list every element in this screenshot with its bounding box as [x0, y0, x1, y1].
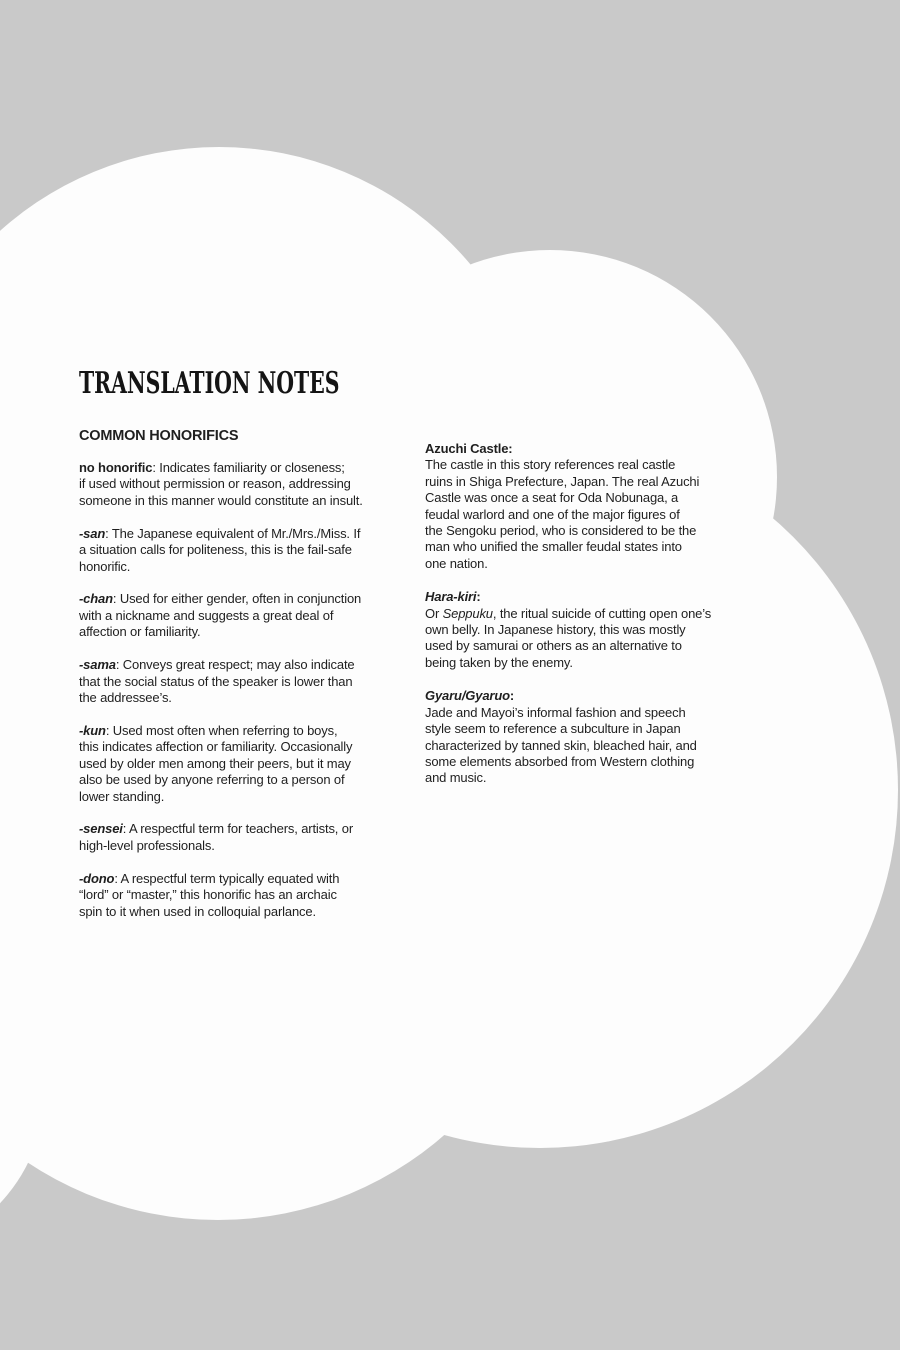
text-line: feudal warlord and one of the major figures of: [425, 506, 680, 522]
page-title: TRANSLATION NOTES: [79, 366, 340, 401]
text-line: no honorific: Indicates familiarity or closeness;: [79, 460, 345, 475]
text-line: The castle in this story references real castle: [425, 457, 676, 473]
text-line: the addressee’s.: [79, 689, 172, 705]
note-section: [425, 688, 755, 786]
text-line: high-level professionals.: [79, 837, 215, 853]
common-honorifics-heading: COMMON HONORIFICS: [79, 428, 239, 444]
text-line: man who unified the smaller feudal states into: [425, 539, 682, 555]
text-line: lower standing.: [79, 788, 165, 804]
honorific-paragraph: [79, 723, 409, 805]
note-section: [425, 441, 755, 572]
honorific-paragraph: [79, 657, 409, 706]
text-line: and music.: [425, 770, 487, 786]
honorific-paragraph: [79, 591, 409, 640]
text-line: Castle was once a seat for Oda Nobunaga, a: [425, 490, 679, 506]
text-line: -sensei: A respectful term for teachers, artists, or: [79, 821, 353, 837]
text-line: being taken by the enemy.: [425, 654, 573, 670]
honorifics-column: [79, 460, 409, 936]
text-line: “lord” or “master,” this honorific has an archaic: [79, 887, 337, 903]
text-line: some elements absorbed from Western clothing: [425, 753, 695, 769]
honorific-paragraph: [79, 460, 409, 509]
text-line: used by older men among their peers, but it may: [79, 755, 351, 771]
text-line: honorific.: [79, 558, 131, 574]
text-line: -sama: Conveys great respect; may also indicate: [79, 657, 355, 673]
text-line: own belly. In Japanese history, this was mostly: [425, 622, 686, 638]
note-section: [425, 589, 755, 671]
text-line: -kun: Used most often when referring to boys,: [79, 722, 338, 738]
honorific-paragraph: [79, 871, 409, 920]
text-line: -dono: A respectful term typically equated with: [79, 870, 340, 886]
text-line: affection or familiarity.: [79, 624, 201, 640]
text-line: with a nickname and suggests a great deal of: [79, 607, 334, 623]
text-line: someone in this manner would constitute an insult.: [79, 492, 363, 508]
text-line: spin to it when used in colloquial parlance.: [79, 903, 316, 919]
text-line: ruins in Shiga Prefecture, Japan. The real Azuchi: [425, 473, 700, 489]
text-line: the Sengoku period, who is considered to be the: [425, 523, 697, 539]
text-line: if used without permission or reason, addressing: [79, 476, 351, 492]
text-line: that the social status of the speaker is lower than: [79, 673, 353, 689]
note-section-heading: Hara-kiri:: [425, 589, 481, 605]
note-section-heading: Azuchi Castle:: [425, 441, 513, 456]
text-line: Jade and Mayoi’s informal fashion and speech: [425, 704, 686, 720]
notes-column: [425, 441, 755, 804]
text-line: this indicates affection or familiarity. Occasionally: [79, 739, 353, 755]
text-line: also be used by anyone referring to a person of: [79, 772, 345, 788]
honorific-paragraph: [79, 821, 409, 854]
text-line: -chan: Used for either gender, often in conjunction: [79, 591, 362, 607]
text-line: used by samurai or others as an alternative to: [425, 638, 682, 654]
note-section-heading: Gyaru/Gyaruo:: [425, 688, 515, 704]
text-line: style seem to reference a subculture in Japan: [425, 721, 681, 737]
text-line: one nation.: [425, 555, 488, 571]
honorific-paragraph: [79, 526, 409, 575]
text-line: -san: The Japanese equivalent of Mr./Mrs./Miss. If: [79, 525, 361, 541]
text-line: characterized by tanned skin, bleached hair, and: [425, 737, 697, 753]
text-line: a situation calls for politeness, this is the fail-safe: [79, 542, 352, 558]
text-line: Or Seppuku, the ritual suicide of cutting open one’s: [425, 605, 712, 621]
